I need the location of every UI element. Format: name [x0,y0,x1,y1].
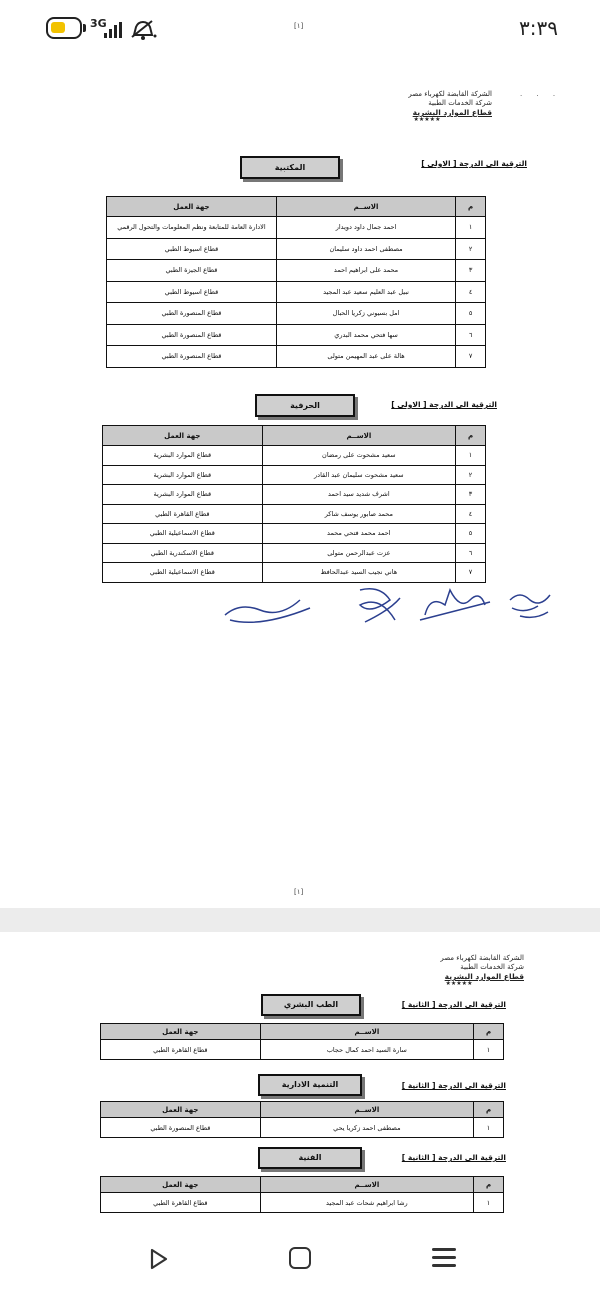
col-num: م [474,1177,504,1193]
table-row [107,346,486,368]
battery-icon [46,17,82,39]
cell-num: ٤ [456,504,486,524]
col-name: الاســم [262,426,456,446]
mute-icon [128,17,158,41]
company-line3: قطاع الموارد البشرية [412,108,492,117]
table-row [103,524,486,544]
cell-dept: الادارة العامة للمتابعة ونظم المعلومات والتحول الرقمي [107,217,277,239]
table-row [101,1118,504,1138]
cell-name: سعيد مشحوت على رمضان [262,446,456,466]
page-gap [0,908,600,932]
cell-dept: قطاع اسيوط الطبي [107,238,277,260]
table-row [107,303,486,325]
company-stars: ★★★★★ [445,980,473,987]
cell-num: ١ [474,1118,504,1138]
cell-num: ١ [474,1040,504,1060]
cell-num: ٣ [456,485,486,505]
cell-name: سعيد مشحوت سليمان عبد القادر [262,465,456,485]
navigation-bar [0,1220,600,1300]
col-num: م [456,426,486,446]
promo-line: الترقية الى الدرجة [ الاولى ] [391,400,497,409]
page-marker: [١] [294,888,304,896]
col-dept: جهة العمل [101,1024,261,1040]
table-header-row [103,426,486,446]
company-line1: الشركة القابضة لكهرباء مصر [440,954,524,962]
category-box: الفنية [258,1147,362,1169]
table-row [103,446,486,466]
table-row [101,1193,504,1213]
cell-dept: قطاع الاسماعيلية الطبي [103,524,263,544]
cell-name: سها فتحي محمد البدري [276,324,455,346]
company-line2: شركة الخدمات الطبية [428,99,492,107]
signatures-image [220,580,560,630]
page-marker: [١] [294,22,304,30]
cell-num: ٥ [456,303,486,325]
cell-name: محمد صابور يوسف شاكر [262,504,456,524]
cell-name: مصطفى احمد زكريا يحي [260,1118,473,1138]
company-line3: قطاع الموارد البشرية [444,972,524,981]
document-page-1: الشركة القابضة لكهرباء مصر شركة الخدمات الطبية قطاع الموارد البشرية ★★★★★ · · · الترقية الى الدرجة [ الاولى ] المكتبية م الاســم جهة العمل ١ احمد جمال داود دويدار الادارة العامة للمتابعة ونظم المعلومات والتحول الرقمي ٢ مصطفى احمد داود سليمان قطاع اسيوط الطبي ٣ محمد على ابراهيم احمد قطاع الجيزة الطبي ٤ نبيل عبد العليم سعيد عبد المجيد قطاع اسيوط الطبي ٥ امل بسيوني زكريا الحبال قطاع المنصورة الطبي ٦ سها فتحي محمد البدري قطاع المنصورة الطبي ٧ هالة على عبد المهيمن متولى قطاع المنصورة الطبي الترقية الى الدرجة [ الاولى ] الحرفية م الاســم جهة العمل ١ سعيد مشحوت على رمضان قطاع الموارد البشرية ٢ سعيد مشحوت سليمان عبد القادر قطاع الموارد البشرية ٣ اشرف شديد سيد احمد قطاع الموارد البشرية ٤ محمد صابور يوسف شاكر قطاع القاهرة الطبي ٥ احمد محمد فتحي محمد قطاع الاسماعيلية الطبي ٦ عزت عبدالرحمن متولى قطاع الاسكندرية الطبي ٧ هاني نجيب السيد عبدالحافظ قطاع الاسماعيلية الطبي [١] [0,60,600,908]
promo-line: الترقية الى الدرجة [ الثانية ] [401,1153,506,1162]
cell-num: ٧ [456,346,486,368]
cell-name: عزت عبدالرحمن متولى [262,543,456,563]
promotion-table-5 [100,1176,504,1213]
cell-num: ٢ [456,238,486,260]
col-num: م [456,197,486,217]
promotion-table-2 [102,425,486,583]
cell-num: ٦ [456,543,486,563]
recents-icon[interactable] [432,1248,456,1268]
table-row [107,238,486,260]
col-num: م [474,1024,504,1040]
col-name: الاســم [276,197,455,217]
col-dept: جهة العمل [101,1177,261,1193]
table-row [107,324,486,346]
cell-name: امل بسيوني زكريا الحبال [276,303,455,325]
cell-name: هاني نجيب السيد عبدالحافظ [262,563,456,583]
cell-num: ١ [456,217,486,239]
network-type: 3G [90,17,107,30]
table-header-row [101,1102,504,1118]
back-icon[interactable] [146,1247,170,1271]
table-header-row [107,197,486,217]
cell-num: ٢ [456,465,486,485]
cell-dept: قطاع المنصورة الطبي [107,324,277,346]
company-header [394,954,524,987]
table-row [103,485,486,505]
table-header-row [101,1024,504,1040]
table-header-row [101,1177,504,1193]
cell-name: احمد جمال داود دويدار [276,217,455,239]
cell-num: ٥ [456,524,486,544]
cell-name: محمد على ابراهيم احمد [276,260,455,282]
promotion-table-3 [100,1023,504,1060]
promo-line: الترقية الى الدرجة [ الثانية ] [401,1081,506,1090]
cell-dept: قطاع اسيوط الطبي [107,281,277,303]
cell-name: هالة على عبد المهيمن متولى [276,346,455,368]
table-row [103,504,486,524]
signal-icon [104,22,126,38]
battery-cap [83,24,86,32]
cell-dept: قطاع الجيزة الطبي [107,260,277,282]
company-stars: ★★★★★ [413,116,441,123]
table-row [107,217,486,239]
home-icon[interactable] [289,1247,311,1269]
cell-dept: قطاع القاهرة الطبي [101,1040,261,1060]
col-dept: جهة العمل [107,197,277,217]
cell-name: اشرف شديد سيد احمد [262,485,456,505]
cell-dept: قطاع المنصورة الطبي [107,346,277,368]
cell-dept: قطاع المنصورة الطبي [101,1118,261,1138]
cell-dept: قطاع الاسماعيلية الطبي [103,563,263,583]
cell-dept: قطاع المنصورة الطبي [107,303,277,325]
col-name: الاســم [260,1024,473,1040]
category-box: التنمية الادارية [258,1074,362,1096]
promotion-table-4 [100,1101,504,1138]
cell-dept: قطاع الموارد البشرية [103,465,263,485]
document-page-2 [0,932,600,1220]
promo-line: الترقية الى الدرجة [ الثانية ] [401,1000,506,1009]
cell-num: ٣ [456,260,486,282]
cell-name: رشا ابراهيم شحات عبد المجيد [260,1193,473,1213]
table-row [101,1040,504,1060]
cell-name: نبيل عبد العليم سعيد عبد المجيد [276,281,455,303]
cell-num: ٤ [456,281,486,303]
cell-dept: قطاع الاسكندرية الطبي [103,543,263,563]
col-name: الاســم [260,1102,473,1118]
table-row [103,465,486,485]
company-header [362,90,492,123]
col-name: الاســم [260,1177,473,1193]
table-row [107,260,486,282]
cell-num: ١ [456,446,486,466]
cell-num: ٧ [456,563,486,583]
cell-dept: قطاع الموارد البشرية [103,485,263,505]
cell-num: ١ [474,1193,504,1213]
clock: ٣:٣٩ [519,16,558,40]
cell-num: ٦ [456,324,486,346]
company-line1: الشركة القابضة لكهرباء مصر [408,90,492,98]
cell-dept: قطاع الموارد البشرية [103,446,263,466]
cell-name: سارة السيد احمد كمال حجاب [260,1040,473,1060]
table-row [103,543,486,563]
category-box: المكتبية [240,156,340,179]
cell-dept: قطاع القاهرة الطبي [101,1193,261,1213]
category-box: الحرفية [255,394,355,417]
col-dept: جهة العمل [103,426,263,446]
promotion-table-1 [106,196,486,368]
company-line2: شركة الخدمات الطبية [460,963,524,971]
status-bar [0,0,600,60]
col-dept: جهة العمل [101,1102,261,1118]
table-row [107,281,486,303]
col-num: م [474,1102,504,1118]
promo-line: الترقية الى الدرجة [ الاولى ] [421,159,527,168]
cell-name: احمد محمد فتحي محمد [262,524,456,544]
category-box: الطب البشري [261,994,361,1016]
cell-name: مصطفى احمد داود سليمان [276,238,455,260]
cell-dept: قطاع القاهرة الطبي [103,504,263,524]
